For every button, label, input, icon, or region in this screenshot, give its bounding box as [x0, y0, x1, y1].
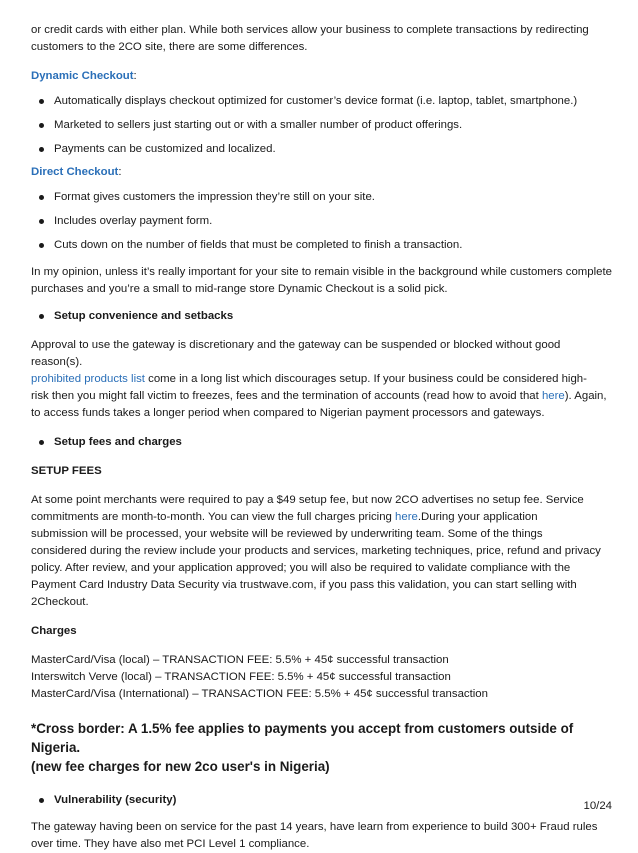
setup-fees-subheading: SETUP FEES — [31, 465, 102, 477]
vulnerability-line-2: over time. They have also met PCI Level 1 compliance. — [31, 838, 310, 850]
cross-border-note — [31, 719, 613, 776]
document-page — [31, 22, 613, 853]
page-number: 10/24 — [583, 800, 612, 812]
setup-line-2: come in a long list which discourages setup. If your business could be considered high- — [144, 373, 587, 385]
fees-line-4: considered during the review include your products and services, marketing techniques, price, refund and privacy — [31, 545, 601, 557]
fees-line-3: submission will be processed, your website will be reviewed by underwriting team. Some of the things — [31, 528, 543, 540]
list-item: Marketed to sellers just starting out or with a smaller number of product offerings. — [31, 117, 613, 134]
charge-line: MasterCard/Visa (local) – TRANSACTION FEE: 5.5% + 45¢ successful transaction — [31, 654, 449, 666]
opinion-line-1: In my opinion, unless it’s really important for your site to remain visible in the background while customers complete — [31, 266, 612, 278]
dynamic-checkout-label: Dynamic Checkout — [31, 70, 134, 82]
prohibited-products-link[interactable]: prohibited products list — [31, 373, 145, 385]
setup-line-3-end: ). Again, — [564, 390, 607, 402]
intro-paragraph — [31, 22, 613, 56]
vulnerability-line-1: The gateway having been on service for the past 14 years, have learn from experience to build 300+ Fraud rules — [31, 821, 598, 833]
dynamic-checkout-heading: Dynamic Checkout: — [31, 70, 137, 82]
list-item: Includes overlay payment form. — [31, 213, 613, 230]
dynamic-checkout-list — [31, 93, 613, 158]
list-item: Automatically displays checkout optimized for customer’s device format (i.e. laptop, tablet, smartphone.) — [31, 93, 613, 110]
setup-convenience-list — [31, 308, 613, 325]
fees-line-7: 2Checkout. — [31, 596, 89, 608]
setup-line-3: risk then you might fall victim to freezes, fees and the termination of accounts (read how to avoid that — [31, 390, 542, 402]
setup-fees-heading: Setup fees and charges — [31, 434, 613, 451]
list-item: Cuts down on the number of fields that must be completed to finish a transaction. — [31, 237, 613, 254]
direct-checkout-label: Direct Checkout — [31, 166, 119, 178]
intro-line-1: or credit cards with either plan. While both services allow your business to complete transactions by redirecting — [31, 24, 589, 36]
fees-line-5: policy. After review, and your application approved; you will also be required to validate compliance with the — [31, 562, 571, 574]
fees-line-2: commitments are month-to-month. You can view the full charges pricing — [31, 511, 396, 523]
list-item: Payments can be customized and localized. — [31, 141, 613, 158]
setup-line-4: to access funds takes a longer period when compared to Nigerian payment processors and gateways. — [31, 407, 545, 419]
setup-fees-paragraph — [31, 492, 613, 611]
pricing-link[interactable]: here — [395, 511, 418, 523]
direct-checkout-list — [31, 189, 613, 254]
vulnerability-list — [31, 792, 613, 809]
charges-list — [31, 652, 613, 703]
fees-line-6: Payment Card Industry Data Security via trustwave.com, if you pass this validation, you can start selling with — [31, 579, 577, 591]
intro-line-2: customers to the 2CO site, there are some differences. — [31, 41, 308, 53]
list-item: Format gives customers the impression they’re still on your site. — [31, 189, 613, 206]
charge-line: MasterCard/Visa (International) – TRANSACTION FEE: 5.5% + 45¢ successful transaction — [31, 688, 488, 700]
setup-convenience-paragraph — [31, 337, 613, 422]
fees-line-1: At some point merchants were required to pay a $49 setup fee, but now 2CO advertises no setup fee. Service — [31, 494, 584, 506]
avoid-freeze-link[interactable]: here — [541, 390, 565, 402]
direct-checkout-heading: Direct Checkout: — [31, 166, 122, 178]
vulnerability-heading: Vulnerability (security) — [31, 792, 613, 809]
opinion-line-2: purchases and you’re a small to mid-range store Dynamic Checkout is a solid pick. — [31, 283, 448, 295]
fees-line-2-end: .During your application — [417, 511, 538, 523]
vulnerability-paragraph — [31, 819, 613, 853]
setup-line-1: Approval to use the gateway is discretionary and the gateway can be suspended or blocked without good reason(s). — [31, 339, 561, 368]
cross-border-line-1: *Cross border: A 1.5% fee applies to payments you accept from customers outside of Nigeria. — [31, 721, 574, 755]
charge-line: Interswitch Verve (local) – TRANSACTION FEE: 5.5% + 45¢ successful transaction — [31, 671, 451, 683]
setup-fees-list — [31, 434, 613, 451]
charges-heading: Charges — [31, 625, 77, 637]
cross-border-line-2: (new fee charges for new 2co user's in Nigeria) — [31, 759, 330, 774]
setup-convenience-heading: Setup convenience and setbacks — [31, 308, 613, 325]
opinion-paragraph — [31, 264, 613, 298]
